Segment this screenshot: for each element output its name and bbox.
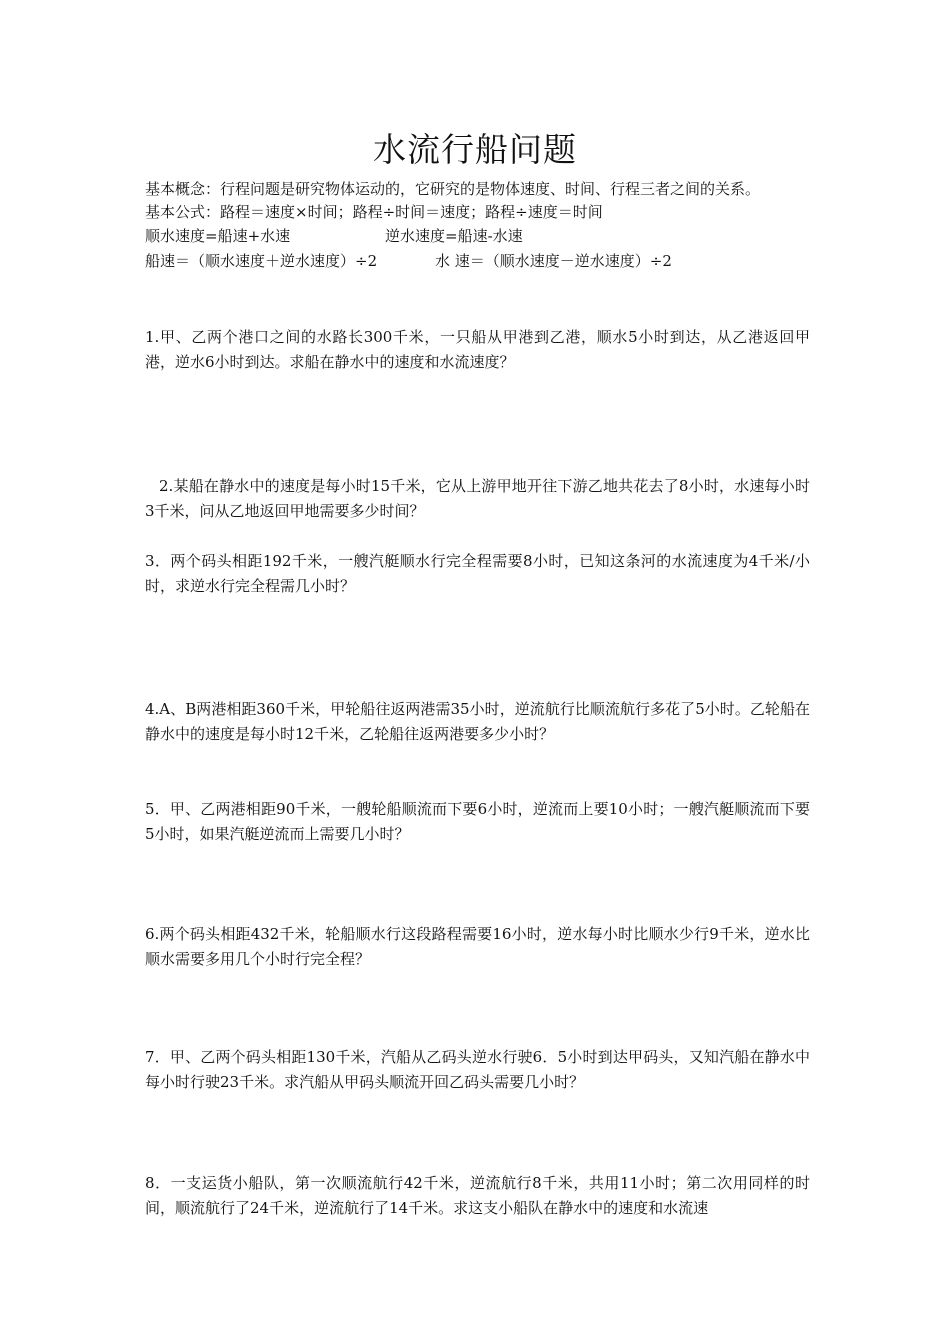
question-7: 7．甲、乙两个码头相距130千米，汽船从乙码头逆水行驶6．5小时到达甲码头，又知汽船在静水中每小时行驶23千米。求汽船从甲码头顺流开回乙码头需要几小时？ bbox=[145, 1048, 810, 1091]
downstream-speed-formula: 顺水速度=船速+水速 bbox=[145, 227, 291, 245]
question-3: 3．两个码头相距192千米，一艘汽艇顺水行完全程需要8小时，已知这条河的水流速度为4千米/小时，求逆水行完全程需几小时？ bbox=[145, 552, 810, 595]
question-4: 4.A、B两港相距360千米，甲轮船往返两港需35小时，逆流航行比顺流航行多花了5小时。乙轮船在静水中的速度是每小时12千米，乙轮船往返两港要多少小时？ bbox=[145, 700, 810, 743]
concept-line: 基本概念：行程问题是研究物体运动的，它研究的是物体速度、时间、行程三者之间的关系。 bbox=[145, 180, 761, 198]
formula-line: 基本公式：路程＝速度×时间；路程÷时间＝速度；路程÷速度＝时间 bbox=[145, 203, 603, 221]
question-8: 8．一支运货小船队，第一次顺流航行42千米，逆流航行8千米，共用11小时；第二次用同样的时间，顺流航行了24千米，逆流航行了14千米。求这支小船队在静水中的速度和水流速 bbox=[145, 1174, 810, 1217]
derived-speed-line bbox=[145, 250, 672, 272]
boat-speed-formula: 船速＝（顺水速度＋逆水速度）÷2 bbox=[145, 252, 378, 270]
question-1: 1.甲、乙两个港口之间的水路长300千米，一只船从甲港到乙港，顺水5小时到达，从乙港返回甲港，逆水6小时到达。求船在静水中的速度和水流速度？ bbox=[145, 328, 810, 371]
question-2: 2.某船在静水中的速度是每小时15千米，它从上游甲地开往下游乙地共花去了8小时，水速每小时3千米，问从乙地返回甲地需要多少时间？ bbox=[145, 477, 810, 520]
page-title: 水流行船问题 bbox=[373, 130, 577, 169]
question-6: 6.两个码头相距432千米，轮船顺水行这段路程需要16小时，逆水每小时比顺水少行9千米，逆水比顺水需要多用几个小时行完全程？ bbox=[145, 925, 810, 968]
question-5: 5．甲、乙两港相距90千米，一艘轮船顺流而下要6小时，逆流而上要10小时；一艘汽艇顺流而下要5小时，如果汽艇逆流而上需要几小时？ bbox=[145, 800, 810, 843]
water-speed-formula: 水 速＝（顺水速度－逆水速度）÷2 bbox=[435, 252, 672, 270]
upstream-speed-formula: 逆水速度=船速-水速 bbox=[385, 227, 523, 245]
speed-relations-line bbox=[145, 225, 523, 247]
